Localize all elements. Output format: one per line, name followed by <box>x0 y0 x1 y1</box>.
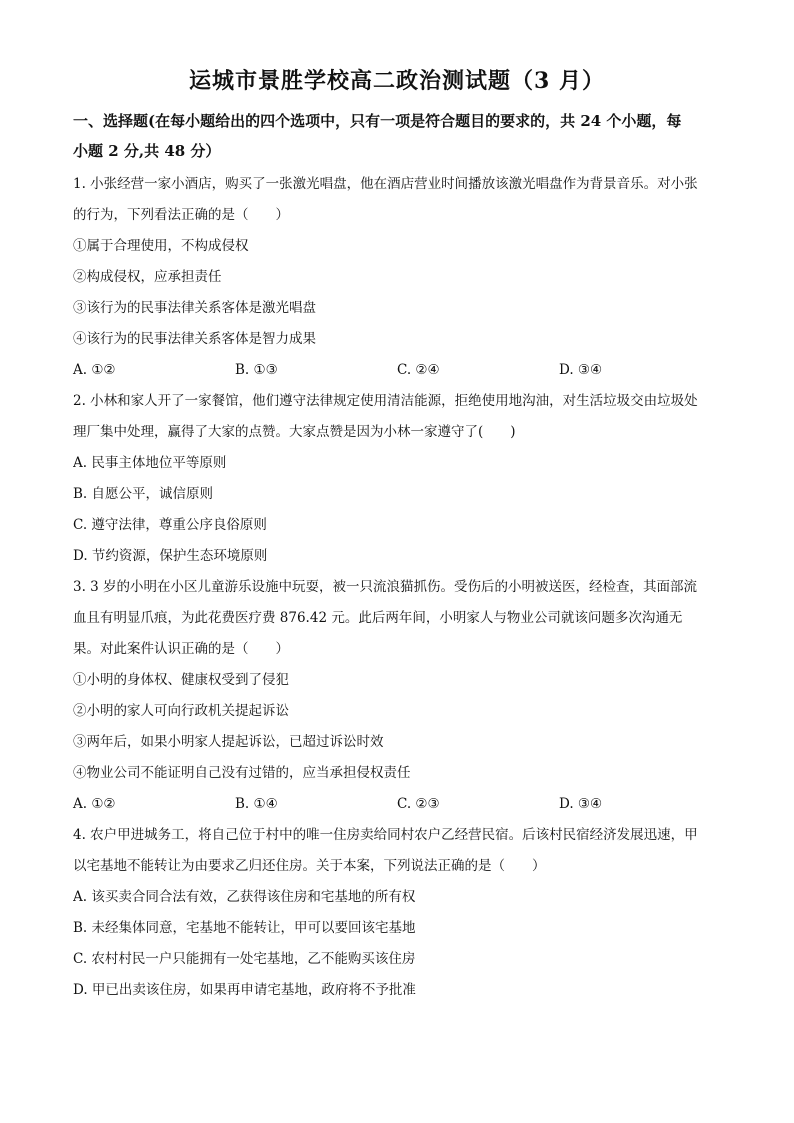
section-heading <box>73 106 723 166</box>
question-option-item: C. 农村村民一户只能拥有一处宅基地，乙不能购买该住房 <box>73 951 416 967</box>
question-stem-line: 血且有明显爪痕，为此花费医疗费 876.42 元。此后两年间，小明家人与物业公司就该问题多次沟通无 <box>73 610 683 626</box>
question-option-item: ③两年后，如果小明家人提起诉讼，已超过诉讼时效 <box>73 734 384 750</box>
question-stem-line: 的行为，下列看法正确的是（ ） <box>73 207 289 223</box>
question-4 <box>73 820 723 1006</box>
question-stem-line: 理厂集中处理，赢得了大家的点赞。大家点赞是因为小林一家遵守了( ) <box>73 424 516 440</box>
answer-choice: A. ①② <box>73 796 116 812</box>
question-option-item: ①属于合理使用，不构成侵权 <box>73 238 249 254</box>
question-option-item: ②构成侵权，应承担责任 <box>73 269 222 285</box>
answer-choice: D. ③④ <box>559 796 603 812</box>
question-option-item: C. 遵守法律，尊重公序良俗原则 <box>73 517 267 533</box>
question-stem-line: 以宅基地不能转让为由要求乙归还住房。关于本案，下列说法正确的是（ ） <box>73 858 546 874</box>
question-option-item: A. 民事主体地位平等原则 <box>73 455 227 471</box>
question-option-item: ②小明的家人可向行政机关提起诉讼 <box>73 703 289 719</box>
question-option-item: ①小明的身体权、健康权受到了侵犯 <box>73 672 289 688</box>
question-stem-line: 1. 小张经营一家小酒店，购买了一张激光唱盘，他在酒店营业时间播放该激光唱盘作为背景音乐。对小张 <box>73 176 698 192</box>
question-stem-line: 4. 农户甲进城务工，将自己位于村中的唯一住房卖给同村农户乙经营民宿。后该村民宿经济发展迅速，甲 <box>73 827 698 843</box>
answer-choice: B. ①④ <box>235 796 278 812</box>
page-title: 运城市景胜学校高二政治测试题（3 月） <box>189 68 605 94</box>
answer-choice: C. ②③ <box>397 796 440 812</box>
answer-choice: D. ③④ <box>559 362 603 378</box>
question-option-item: D. 节约资源，保护生态环境原则 <box>73 548 268 564</box>
answer-choices-row <box>73 789 723 820</box>
question-option-item: D. 甲已出卖该住房，如果再申请宅基地，政府将不予批准 <box>73 982 416 998</box>
section-heading-line-2: 小题 2 分,共 48 分） <box>73 142 221 160</box>
question-option-item: ④物业公司不能证明自己没有过错的，应当承担侵权责任 <box>73 765 411 781</box>
question-stem-line: 2. 小林和家人开了一家餐馆，他们遵守法律规定使用清洁能源，拒绝使用地沟油，对生活垃圾交由垃圾处 <box>73 393 698 409</box>
section-heading-line-1: 一、选择题(在每小题给出的四个选项中，只有一项是符合题目的要求的，共 24 个小题，每 <box>73 112 682 130</box>
question-stem-line: 果。对此案件认识正确的是（ ） <box>73 641 289 657</box>
question-list <box>73 169 723 1006</box>
answer-choice: B. ①③ <box>235 362 278 378</box>
answer-choices-row <box>73 355 723 386</box>
answer-choice: C. ②④ <box>397 362 440 378</box>
answer-choice: A. ①② <box>73 362 116 378</box>
question-3 <box>73 572 723 820</box>
question-stem-line: 3. 3 岁的小明在小区儿童游乐设施中玩耍，被一只流浪猫抓伤。受伤后的小明被送医，经检查，其面部流 <box>73 579 698 595</box>
question-option-item: ④该行为的民事法律关系客体是智力成果 <box>73 331 316 347</box>
question-2 <box>73 386 723 572</box>
question-option-item: ③该行为的民事法律关系客体是激光唱盘 <box>73 300 316 316</box>
question-option-item: B. 未经集体同意，宅基地不能转让，甲可以要回该宅基地 <box>73 920 416 936</box>
question-option-item: B. 自愿公平，诚信原则 <box>73 486 214 502</box>
question-option-item: A. 该买卖合同合法有效，乙获得该住房和宅基地的所有权 <box>73 889 416 905</box>
question-1 <box>73 169 723 386</box>
